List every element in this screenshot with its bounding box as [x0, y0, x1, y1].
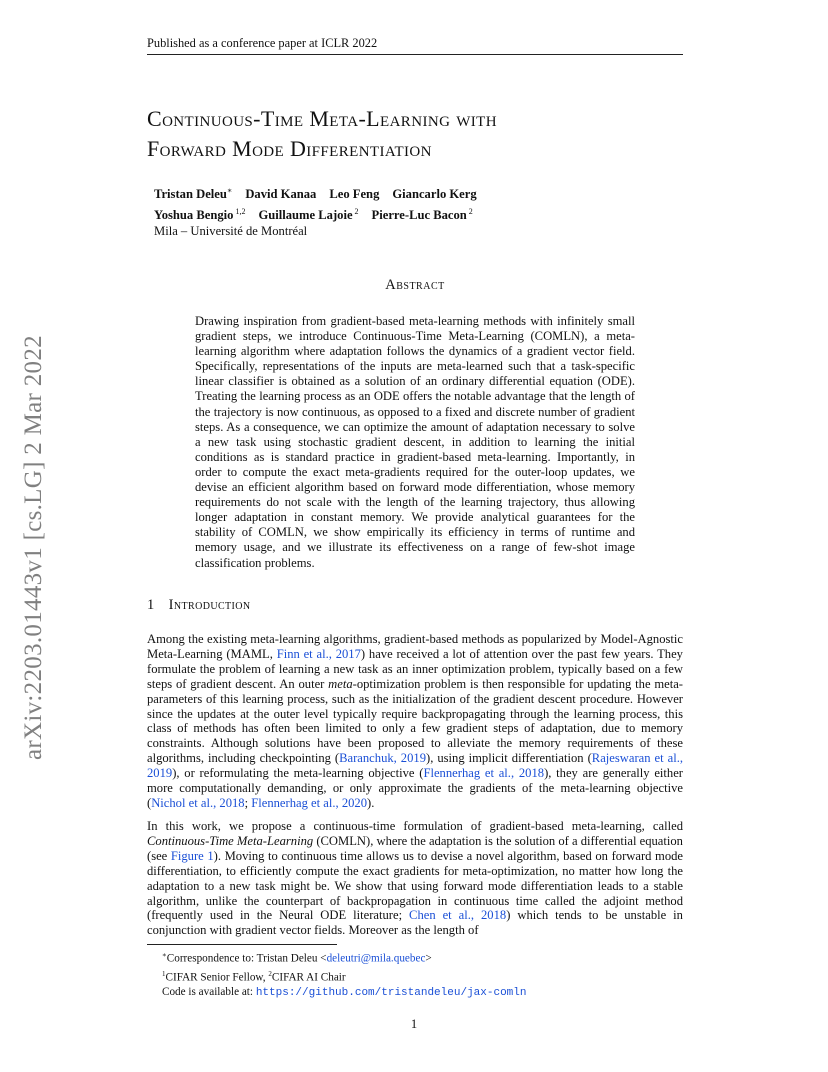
- paragraph-text: -optimization problem is then responsible for updating the meta-parameters of this learning process, such as the initialization of the gradient descent procedure. However since the updates at the outer level typically require backpropagating through the learning process, this class of methods has often been limited to only a few gradient steps of adaptation, due to memory constraints. Although solutions have been proposed to alleviate the memory requirements of these algorithms, including checkpointing (: [147, 676, 683, 766]
- paragraph-text: ), they are generally either more computationally demanding, or only approximate the gradients of the meta-learning objective (: [147, 766, 684, 810]
- footnote-mark: 1: [162, 969, 166, 978]
- author-affiliation-mark: 1,2: [233, 207, 246, 217]
- title-line-2: Forward Mode Differentiation: [147, 136, 432, 161]
- section-heading: [147, 597, 251, 614]
- footnote-mark: 2: [268, 969, 272, 978]
- paragraph-text: ).: [367, 795, 375, 810]
- abstract-text: Drawing inspiration from gradient-based meta-learning methods with infinitely small gradient steps, we introduce Continuous-Time Meta-Learning (COMLN), a meta-learning algorithm where adaptation follows the dynamics of a gradient vector field. Specifically, representations of the inputs are meta-learned such that a task-specific linear classifier is obtained as a solution of an ordinary differential equation (ODE). Treating the learning process as an ODE offers the notable advantage that the length of the trajectory is now continuous, as opposed to a fixed and discrete number of gradient steps. As a consequence, we can optimize the amount of adaptation necessary to solve a new task using stochastic gradient descent, in addition to learning the initial conditions as is standard practice in gradient-based meta-learning. Importantly, in order to compute the exact meta-gradients required for the outer-loop updates, we devise an efficient algorithm based on forward mode differentiation, whose memory requirements do not scale with the length of the learning trajectory, thus allowing longer adaptation in constant memory. We provide analytical guarantees for the stability of COMLN, we show empirically its efficiency in terms of runtime and memory usage, and we illustrate its effectiveness on a range of few-shot image classification problems.: [195, 314, 635, 570]
- author-row-2: [154, 203, 674, 224]
- citation-link[interactable]: Flennerhag et al., 2018: [423, 766, 545, 781]
- paragraph-text: ), or reformulating the meta-learning objective (: [172, 766, 424, 781]
- footnote-text: Correspondence to: Tristan Deleu <: [166, 952, 327, 965]
- paragraph-text: (COMLN), where the adaptation is the solution of a differential equation (see: [147, 833, 683, 863]
- title-line-1: Continuous-Time Meta-Learning with: [147, 106, 497, 131]
- author-name: Guillaume Lajoie $^2$: [258, 207, 359, 223]
- paragraph-text: Among the existing meta-learning algorithms, gradient-based methods as popularized by Model-Agnostic Meta-Learning (MAML,: [147, 632, 683, 661]
- author-row-1: [154, 182, 674, 203]
- intro-paragraph-1: [147, 632, 683, 811]
- author-name: Tristan Deleu∗: [154, 186, 233, 202]
- author-name: Giancarlo Kerg: [392, 187, 477, 202]
- citation-link[interactable]: Baranchuk, 2019: [339, 751, 426, 766]
- intro-paragraph-2: [147, 819, 683, 938]
- author-affiliation-mark: 2: [352, 207, 359, 217]
- emphasized-text: Continuous-Time Meta-Learning: [147, 833, 314, 848]
- paragraph-text: ), using implicit differentiation (: [426, 751, 592, 766]
- citation-link[interactable]: Flennerhag et al., 2020: [251, 795, 368, 810]
- paragraph-text: ;: [244, 795, 252, 810]
- paragraph-text: In this work, we propose a continuous-time formulation of gradient-based meta-learning, called: [147, 819, 683, 833]
- footnote-mark: ∗: [162, 951, 167, 959]
- author-name: Leo Feng: [329, 187, 380, 202]
- page-number: 1: [410, 1017, 418, 1031]
- email-link[interactable]: deleutri@mila.quebec: [326, 952, 426, 965]
- citation-link[interactable]: Figure 1: [170, 848, 214, 863]
- citation-link[interactable]: Chen et al., 2018: [409, 908, 507, 923]
- author-name: Pierre-Luc Bacon $^2$: [371, 207, 473, 223]
- footnote-text: Code is available at:: [162, 986, 256, 999]
- author-affiliation-mark: 2: [466, 207, 473, 217]
- paper-title: [147, 104, 707, 164]
- footnote-rule: [147, 944, 337, 945]
- author-list: [154, 182, 674, 224]
- paragraph-text: ) which tends to be unstable in conjunction with gradient vector fields. Moreover as the length of: [147, 908, 683, 938]
- arxiv-stamp: arXiv:2203.01443v1 [cs.LG] 2 Mar 2022: [20, 335, 47, 760]
- footnote-correspondence: [162, 948, 682, 967]
- paragraph-text: ). Moving to continuous time allows us to devise a novel algorithm, based on forward mode differentiation, to efficiently compute the exact gradients for meta-optimization, no matter how long the adaptation to a new task might be. We show that using forward mode differentiation leads to a stable algorithm, unlike the counterpart of backpropagation in continuous time called the adjoint method (frequently used in the Neural ODE literature;: [147, 848, 684, 923]
- footnote-text: CIFAR Senior Fellow,: [165, 971, 269, 984]
- author-affiliation-mark: ∗: [226, 186, 233, 195]
- footnote-text-end: >: [425, 952, 432, 965]
- section-number: 1: [147, 597, 155, 613]
- footnote-text: CIFAR AI Chair: [271, 971, 346, 984]
- abstract-heading: Abstract: [385, 277, 445, 293]
- running-header: Published as a conference paper at ICLR 2022: [147, 36, 683, 55]
- author-name: David Kanaa: [245, 187, 317, 202]
- author-name: Yoshua Bengio $^{1,2}$: [154, 207, 246, 223]
- emphasized-text: meta: [328, 676, 353, 691]
- citation-link[interactable]: Nichol et al., 2018: [151, 795, 245, 810]
- citation-link[interactable]: Rajeswaran et al., 2019: [147, 751, 684, 781]
- section-title: Introduction: [168, 597, 251, 613]
- footnote-affiliations: [162, 967, 682, 986]
- affiliation: Mila – Université de Montréal: [154, 224, 308, 238]
- paragraph-text: ) have received a lot of attention over the past few years. They formulate the problem of learning a new task as an inner optimization problem, typically based on a few steps of gradient descent. An outer: [147, 646, 683, 691]
- citation-link[interactable]: Finn et al., 2017: [276, 646, 361, 661]
- code-url-link[interactable]: https://github.com/tristandeleu/jax-comln: [255, 987, 527, 1000]
- footnotes: [162, 948, 682, 1001]
- footnote-code: [162, 985, 682, 1001]
